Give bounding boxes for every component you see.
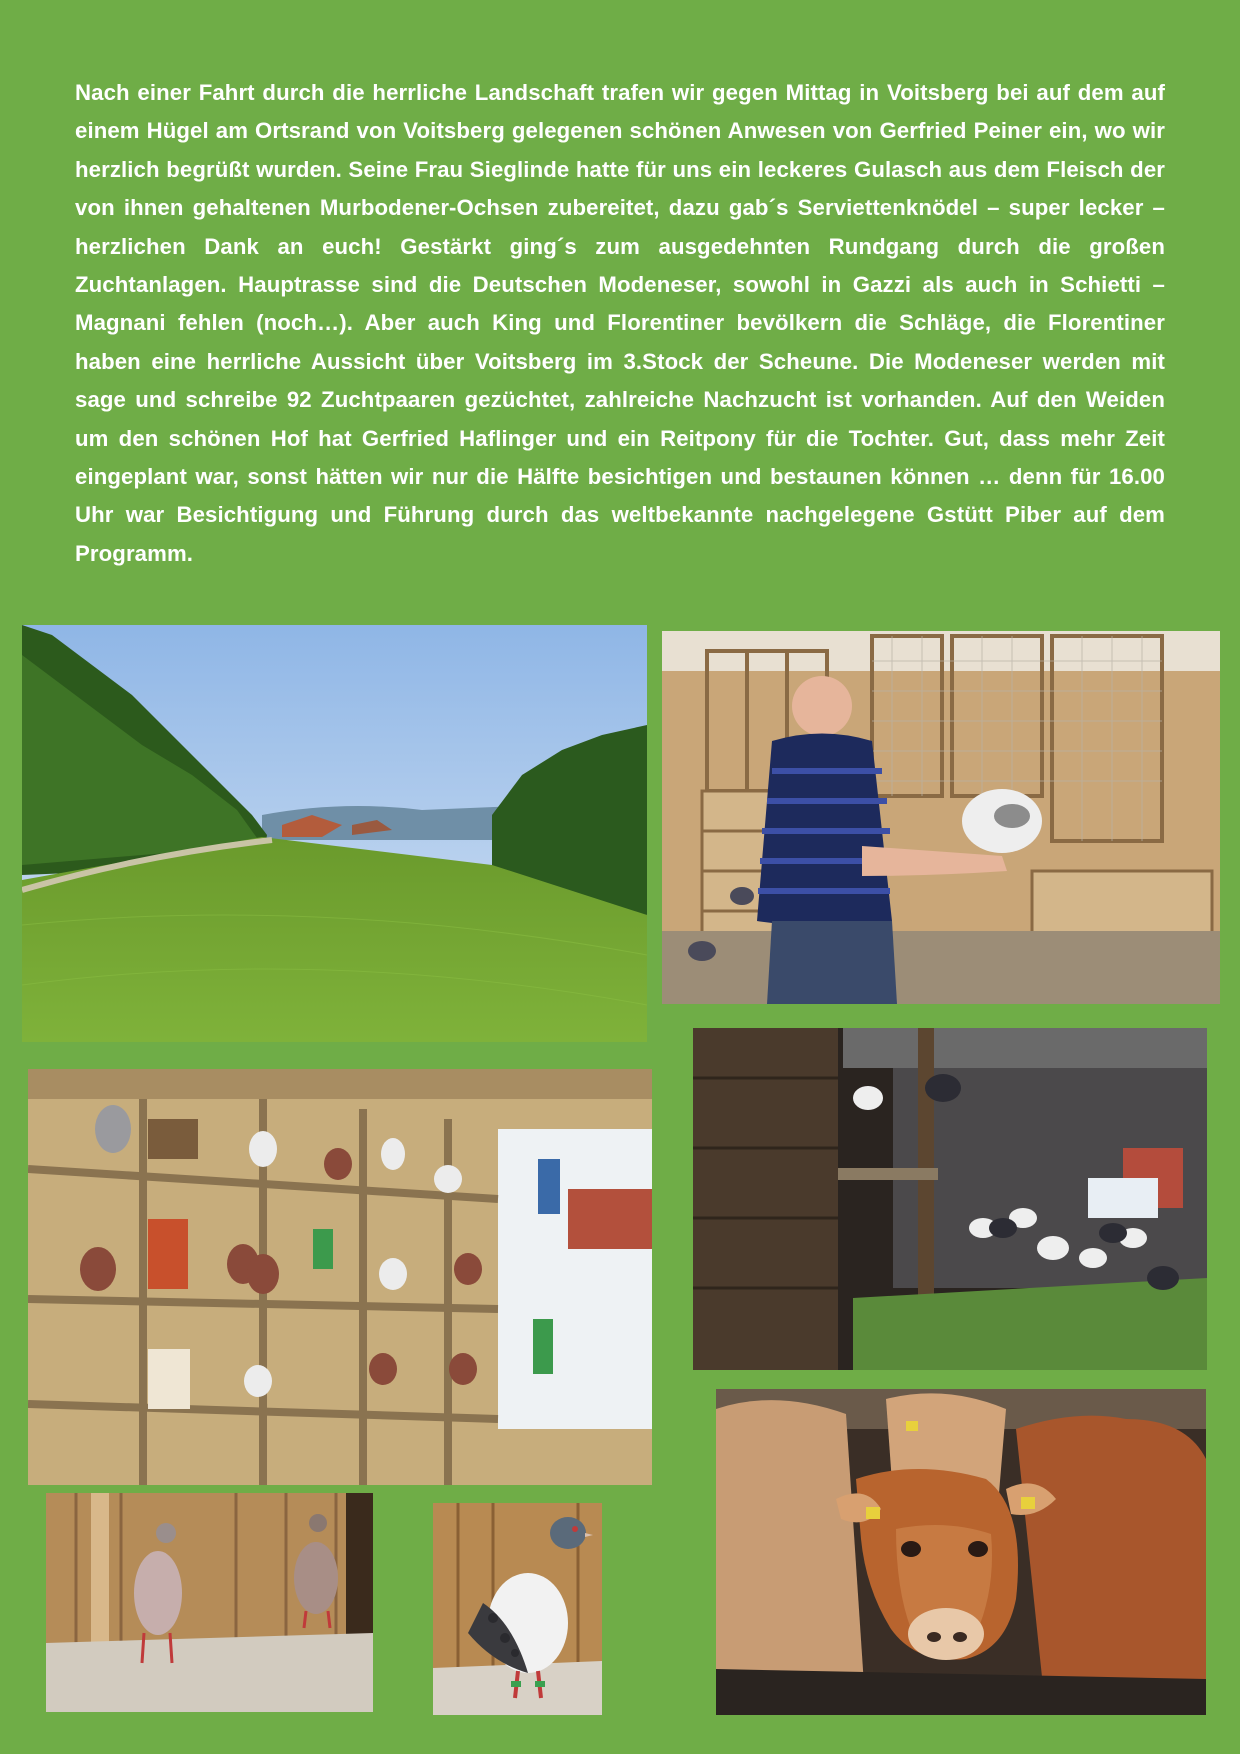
pigeon-loft-aviary-photo — [693, 1028, 1207, 1370]
meadow-landscape-photo — [22, 625, 647, 1042]
pigeon-nest-boxes-photo — [28, 1069, 652, 1485]
single-pigeon-photo — [433, 1503, 602, 1715]
breeder-holding-pigeon-photo — [662, 631, 1220, 1004]
article-text: Nach einer Fahrt durch die herrliche Landschaft trafen wir gegen Mittag in Voitsberg bei auf dem auf einem Hügel am Ortsrand von Voitsberg gelegenen schönen Anwesen von Gerfried Peiner ein, wo wir herzlich begrüßt wurden. Seine Frau Sieglinde hatte für uns ein leckeres Gulasch aus dem Fleisch der von ihnen gehaltenen Murbodener-Ochsen zubereitet, dazu gab´s Serviettenknödel – super lecker – herzlichen Dank an euch! Gestärkt ging´s zum ausgedehnten Rundgang durch die großen Zuchtanlagen. Hauptrasse sind die Deutschen Modeneser, sowohl in Gazzi als auch in Schietti – Magnani fehlen (noch…). Aber auch King und Florentiner bevölkern die Schläge, die Florentiner haben eine herrliche Aussicht über Voitsberg im 3.Stock der Scheune. Die Modeneser werden mit sage und schreibe 92 Zuchtpaaren gezüchtet, zahlreiche Nachzucht ist vorhanden. Auf den Weiden um den schönen Hof hat Gerfried Haflinger und ein Reitpony für die Tochter. Gut, dass mehr Zeit eingeplant war, sonst hätten wir nur die Hälfte besichtigen und bestaunen können … denn für 16.00 Uhr war Besichtigung und Führung durch das weltbekannte nachgelegene Gstütt Piber auf dem Programm. — [75, 80, 1165, 566]
two-pigeons-photo — [46, 1493, 373, 1712]
cattle-photo — [716, 1389, 1206, 1715]
